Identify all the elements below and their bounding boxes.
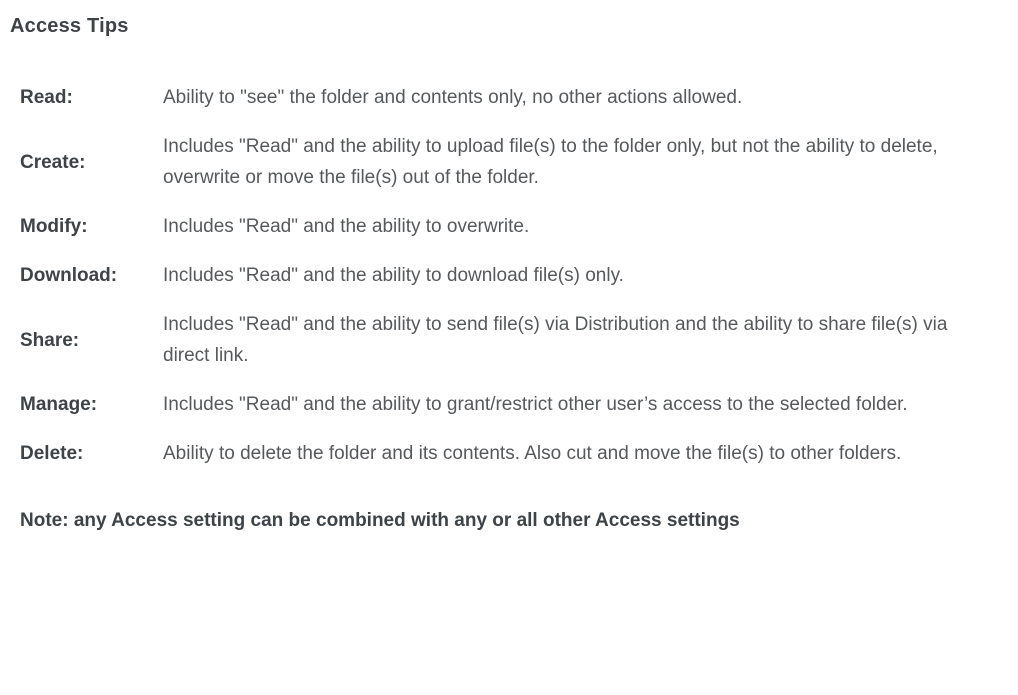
- tip-description: Ability to "see" the folder and contents only, no other actions allowed.: [163, 87, 743, 108]
- tip-description: Includes "Read" and the ability to send file(s) via Distribution and the ability to share file(s) via direct link.: [163, 314, 948, 366]
- tip-label: Read:: [20, 87, 73, 108]
- note-text: Note: any Access setting can be combined with any or all other Access settings: [20, 510, 740, 531]
- tip-label: Download:: [20, 265, 118, 286]
- tip-description: Includes "Read" and the ability to download file(s) only.: [163, 265, 624, 286]
- tip-label: Create:: [20, 151, 86, 173]
- tip-row-download: [20, 260, 1008, 291]
- tip-row-create: [20, 131, 1008, 193]
- tip-label: Modify:: [20, 216, 88, 237]
- access-tips-list: [20, 82, 1008, 469]
- tip-row-share: [20, 309, 1008, 371]
- tip-row-manage: [20, 389, 1008, 420]
- tip-row-modify: [20, 211, 1008, 242]
- tip-description: Ability to delete the folder and its contents. Also cut and move the file(s) to other folders.: [163, 443, 902, 464]
- tip-description: Includes "Read" and the ability to upload file(s) to the folder only, but not the ability to delete, overwrite or move the file(s) out of the folder.: [163, 136, 938, 188]
- tip-label: Share:: [20, 329, 80, 351]
- tip-description: Includes "Read" and the ability to overwrite.: [163, 216, 530, 237]
- tip-row-read: [20, 82, 1008, 113]
- tip-row-delete: [20, 438, 1008, 469]
- tip-label: Manage:: [20, 394, 98, 415]
- page-title: Access Tips: [10, 15, 129, 37]
- tip-label: Delete:: [20, 443, 84, 464]
- tip-description: Includes "Read" and the ability to grant/restrict other user’s access to the selected folder.: [163, 394, 908, 415]
